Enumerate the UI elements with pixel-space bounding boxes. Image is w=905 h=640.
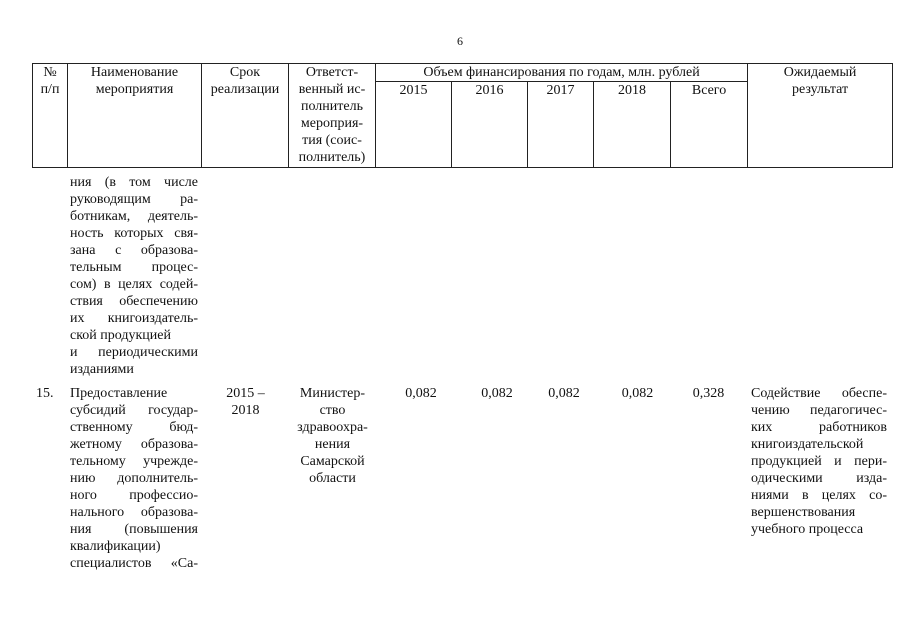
header-year-total: Всего bbox=[671, 82, 748, 168]
row15-value-2015: 0,082 bbox=[405, 386, 437, 401]
row15-value-total: 0,328 bbox=[692, 386, 725, 401]
row15-value-2017: 0,082 bbox=[548, 386, 580, 401]
header-funding: Объем финансирования по годам, млн. рублей bbox=[376, 64, 748, 82]
row15-result: Содействие обеспе- чению педагогичес- ких работников книгоиздательской продукцией и пери- одическими изда- ниями в целях со- вершенствования учебного процесса bbox=[751, 386, 887, 537]
row15-term: 2015 – 2018 bbox=[226, 386, 265, 418]
header-table bbox=[32, 63, 893, 168]
header-year-2016: 2016 bbox=[452, 82, 528, 168]
header-term: Срок реализации bbox=[202, 64, 289, 168]
header-responsible: Ответст- венный ис- полнитель мероприя- тия (соис- полнитель) bbox=[289, 64, 376, 168]
page-number: 6 bbox=[457, 34, 463, 48]
continued-name: ния (в том числе руководящим ра- ботникам, деятель- ность которых свя- зана с образова- тельным процес- сом) в целях содей- ствия обеспечению их книгоиздатель- ской продукцией и периодическими изданиями bbox=[70, 175, 198, 377]
header-result: Ожидаемый результат bbox=[748, 64, 893, 168]
row15-value-2018: 0,082 bbox=[621, 386, 654, 401]
row15-value-2016: 0,082 bbox=[481, 386, 513, 401]
row15-num: 15. bbox=[36, 386, 54, 401]
header-year-2017: 2017 bbox=[528, 82, 594, 168]
row15-responsible: Министер- ство здравоохра- нения Самарской области bbox=[297, 386, 368, 486]
row15-name: Предоставление субсидий государ- ственному бюд- жетному образова- тельному учрежде- нию дополнитель- ного профессио- нального образова- ния (повышения квалификации) специалистов «Са- bbox=[70, 386, 198, 571]
header-name: Наименование мероприятия bbox=[68, 64, 202, 168]
header-year-2015: 2015 bbox=[376, 82, 452, 168]
header-year-2018: 2018 bbox=[594, 82, 671, 168]
header-num: № п/п bbox=[33, 64, 68, 168]
